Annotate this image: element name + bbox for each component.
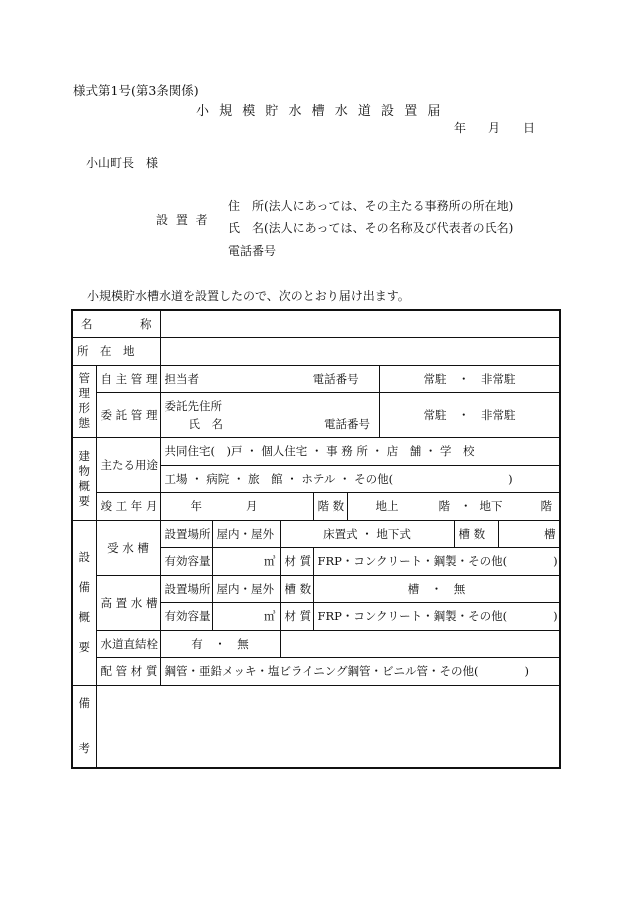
date-day: 日 [523,121,536,135]
elevated-place-label: 設置場所 [160,575,212,603]
date-month: 月 [488,121,501,135]
form-number: 様式第1号(第3条関係) [73,83,199,98]
receiving-capacity-field[interactable]: ㎥ [212,548,280,576]
receiving-install-type[interactable]: 床置式 ・ 地下式 [280,520,454,548]
elevated-capacity-field[interactable]: ㎥ [212,603,280,631]
applicant-label: 設 置 者 [156,213,210,227]
name-field[interactable] [160,310,560,338]
direct-tap-blank [280,630,560,658]
elevated-place-option[interactable]: 屋内・屋外 [212,575,280,603]
building-group-label: 建 物 概 要 [72,437,96,520]
direct-tap-option[interactable]: 有 ・ 無 [160,630,280,658]
location-label: 所 在 地 [72,338,160,366]
applicant-address: 住 所(法人にあっては、その主たる事務所の所在地) [228,199,514,213]
receiving-material-options[interactable]: FRP・コンクリート・鋼製・その他( ) [313,548,560,576]
floors-label: 階 数 [313,493,347,521]
applicant-name: 氏 名(法人にあっては、その名称及び代表者の氏名) [228,221,514,235]
remarks-label: 備 考 [72,685,96,768]
elevated-material-label: 材 質 [280,603,313,631]
receiving-place-label: 設置場所 [160,520,212,548]
receiving-tank-label: 受 水 槽 [96,520,160,575]
form-title: 小 規 模 貯 水 槽 水 道 設 置 届 [196,104,444,119]
intro-text: 小規模貯水槽水道を設置したので、次のとおり届け出ます。 [87,289,410,303]
elevated-count-option[interactable]: 槽 ・ 無 [313,575,560,603]
outsourced-management-field[interactable]: 委託先住所 氏 名 電話番号 [160,393,379,438]
location-field[interactable] [160,338,560,366]
outsourced-residency-option[interactable]: 常駐 ・ 非常駐 [379,393,560,438]
addressee: 小山町長 様 [86,156,159,170]
piping-material-options[interactable]: 鋼管・亜鉛メッキ・塩ビライニング鋼管・ビニル管・その他( ) [160,658,560,686]
elevated-material-options[interactable]: FRP・コンクリート・鋼製・その他( ) [313,603,560,631]
applicant-phone: 電話番号 [228,244,277,258]
management-group-label: 管 理 形 態 [72,365,96,437]
outsourced-management-label: 委 託 管 理 [96,393,160,438]
receiving-material-label: 材 質 [280,548,313,576]
receiving-capacity-label: 有効容量 [160,548,212,576]
main-use-label: 主たる用途 [96,437,160,492]
notification-table [71,309,561,769]
elevated-tank-label: 高 置 水 槽 [96,575,160,630]
facility-group-label: 設 備 概 要 [72,520,96,685]
direct-tap-label: 水道直結栓 [96,630,160,658]
main-use-options-line2[interactable]: 工場 ・ 病院 ・ 旅 館 ・ ホテル ・ その他( ) [160,465,560,493]
completion-label: 竣 工 年 月 [96,493,160,521]
remarks-field[interactable] [96,685,560,768]
self-management-label: 自 主 管 理 [96,365,160,393]
self-management-field[interactable]: 担当者 電話番号 [160,365,379,393]
piping-material-label: 配 管 材 質 [96,658,160,686]
main-use-options-line1[interactable]: 共同住宅( )戸 ・ 個人住宅 ・ 事 務 所 ・ 店 舗 ・ 学 校 [160,437,560,465]
elevated-count-label: 槽 数 [280,575,313,603]
self-residency-option[interactable]: 常駐 ・ 非常駐 [379,365,560,393]
elevated-capacity-label: 有効容量 [160,603,212,631]
date-year: 年 [454,121,467,135]
receiving-place-option[interactable]: 屋内・屋外 [212,520,280,548]
receiving-count-label: 槽 数 [454,520,498,548]
receiving-count-field[interactable]: 槽 [498,520,560,548]
name-label-cell: 名 称 [72,310,160,338]
floors-field[interactable]: 地上 階 ・ 地下 階 [347,493,560,521]
completion-field[interactable]: 年 月 [160,493,313,521]
